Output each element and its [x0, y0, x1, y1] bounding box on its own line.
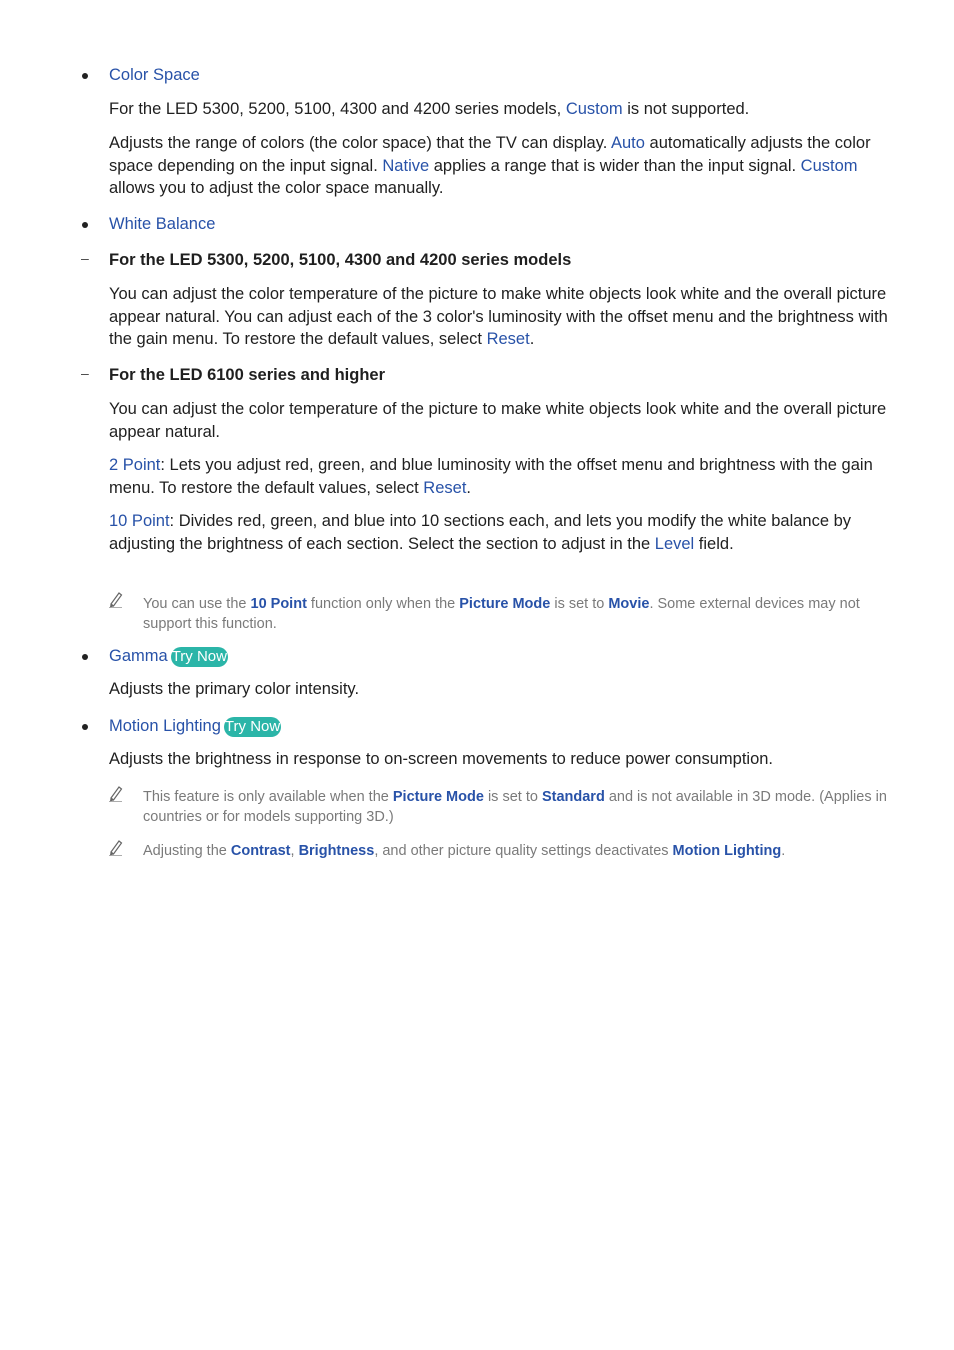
text-run: and is not available in 3D mode. (Applies in countries or for models supporting 3D.): [143, 789, 887, 825]
text-run: You can adjust the color temperature of the picture to make white objects look white and the overall picture appear natural. You can adjust each of the 3 color's luminosity with the offset menu and the brightness with the gain menu. To restore the default values, select: [109, 285, 888, 348]
gamma-heading: [109, 645, 228, 667]
gamma-description: Adjusts the primary color intensity.: [109, 680, 360, 698]
text-run: is set to: [483, 789, 542, 805]
text-run: , and other picture quality settings deactivates: [374, 843, 673, 859]
text-run: ,: [290, 843, 299, 859]
motion-lighting-description: Adjusts the brightness in response to on-screen movements to reduce power consumption.: [109, 750, 774, 768]
reset-term: Reset: [423, 478, 467, 497]
pencil-note-icon: [108, 784, 124, 802]
led-6100-series-subheading: For the LED 6100 series and higher: [109, 366, 386, 384]
text-run: is not supported.: [622, 100, 750, 118]
text-run: : Lets you adjust red, green, and blue luminosity with the offset menu and brightness with the gain menu. To restore the default values, select: [109, 456, 873, 497]
dash-marker: –: [81, 250, 89, 266]
led-6100-white-balance-text: You can adjust the color temperature of the picture to make white objects look white and the overall picture appear natural.: [109, 400, 887, 441]
color-space-description: [109, 132, 889, 200]
ten-point-term: 10 Point: [109, 512, 170, 530]
custom-term: Custom: [565, 100, 623, 118]
motion-lighting-heading: [109, 715, 281, 737]
pencil-note-icon: [108, 838, 124, 856]
ten-point-term: 10 Point: [250, 596, 307, 612]
contrast-term: Contrast: [230, 843, 291, 859]
bullet-dot: [82, 222, 88, 228]
dash-marker: –: [81, 365, 89, 381]
ten-point-description: [109, 510, 889, 555]
led-5300-series-subheading: For the LED 5300, 5200, 5100, 4300 and 4200 series models: [109, 251, 572, 269]
text-run: . Some external devices may not support this function.: [143, 596, 860, 632]
text-run: is set to: [550, 596, 609, 612]
text-run: : Divides red, green, and blue into 10 sections each, and lets you modify the white balance by adjusting the brightness of each section. Select the section to adjust in the: [109, 512, 852, 553]
reset-term: Reset: [486, 330, 530, 348]
motion-lighting-deactivation-note: [143, 841, 893, 861]
native-term: Native: [382, 156, 430, 175]
gamma-title: Gamma: [109, 647, 168, 665]
text-run: Adjusts the range of colors (the color space) that the TV can display.: [109, 134, 611, 152]
text-run: This feature is only available when the: [143, 789, 393, 805]
motion-lighting-term: Motion Lighting: [672, 843, 782, 859]
two-point-term: 2 Point: [109, 456, 161, 474]
picture-mode-term: Picture Mode: [392, 789, 484, 805]
bullet-dot: [82, 73, 88, 79]
picture-mode-term: Picture Mode: [459, 596, 551, 612]
bullet-dot: [82, 724, 88, 730]
white-balance-heading: White Balance: [109, 215, 216, 233]
two-point-description: [109, 454, 889, 499]
gamma-try-now-button[interactable]: Try Now: [171, 648, 227, 665]
standard-term: Standard: [541, 789, 605, 805]
text-run: You can use the: [143, 596, 251, 612]
bullet-dot: [82, 654, 88, 660]
text-run: field.: [694, 534, 734, 553]
movie-term: Movie: [608, 596, 650, 612]
text-run: automatically adjusts the color space depending on the input signal.: [109, 134, 871, 175]
motion-lighting-try-now-button[interactable]: Try Now: [224, 718, 281, 735]
motion-lighting-title: Motion Lighting: [109, 717, 221, 735]
color-space-support-note: [109, 98, 889, 121]
text-run: allows you to adjust the color space manually.: [109, 179, 444, 197]
custom-term: Custom: [800, 156, 858, 175]
led-5300-white-balance-text: [109, 283, 889, 351]
brightness-term: Brightness: [298, 843, 375, 859]
text-run: .: [529, 330, 535, 348]
text-run: .: [781, 843, 786, 859]
text-run: function only when the: [306, 596, 460, 612]
text-run: .: [466, 478, 471, 497]
text-run: applies a range that is wider than the input signal.: [429, 156, 801, 175]
auto-term: Auto: [611, 134, 645, 152]
ten-point-note: [143, 594, 893, 634]
motion-lighting-availability-note: [143, 787, 893, 827]
level-term: Level: [654, 534, 695, 553]
text-run: For the LED 5300, 5200, 5100, 4300 and 4200 series models,: [109, 100, 566, 118]
pencil-note-icon: [108, 590, 124, 608]
text-run: Adjusting the: [143, 843, 231, 859]
color-space-heading: Color Space: [109, 66, 200, 84]
